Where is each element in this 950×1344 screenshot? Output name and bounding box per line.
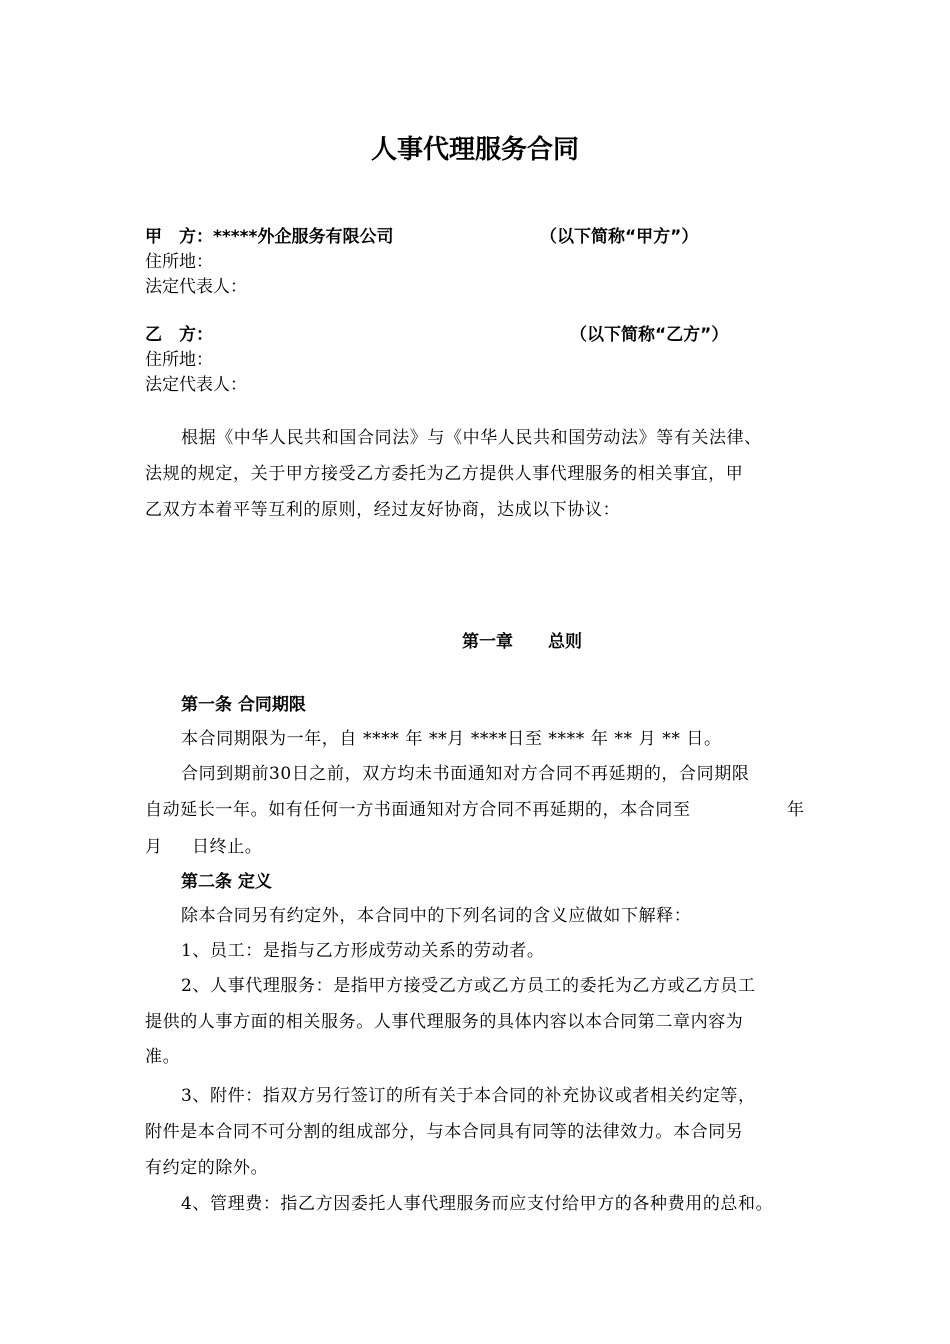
article-line: 1、员工：是指与乙方形成劳动关系的劳动者。 [181,941,545,961]
article-line: 附件是本合同不可分割的组成部分，与本合同具有同等的法律效力。本合同另 [145,1122,744,1142]
preamble-line: 根据《中华人民共和国合同法》与《中华人民共和国劳动法》等有关法律、 [181,428,762,448]
article-heading: 第一条 合同期限 [181,695,306,715]
party-a-representative-label: 法定代表人： [145,277,247,297]
article-line: 除本合同另有约定外，本合同中的下列名词的含义应做如下解释： [181,906,692,926]
party-b-name: 乙 方： [145,325,213,345]
article-line-year: 年 [787,800,805,820]
chapter-number: 第一章 [462,632,513,652]
article-heading: 第二条 定义 [181,872,272,892]
article-line: 本合同期限为一年，自 **** 年 **月 ****日至 **** 年 ** 月 ** 日。 [181,729,722,749]
article-line: 2、人事代理服务：是指甲方接受乙方或乙方员工的委托为乙方或乙方员工 [181,976,756,996]
article-line: 合同到期前30日之前，双方均未书面通知对方合同不再延期的，合同期限 [181,764,750,784]
chapter-title: 总则 [548,632,582,652]
article-line-month: 月 [145,837,163,857]
party-a-alias: （以下简称“甲方”） [540,227,699,247]
preamble-line: 法规的规定，关于甲方接受乙方委托为乙方提供人事代理服务的相关事宜，甲 [145,464,744,484]
article-line: 提供的人事方面的相关服务。人事代理服务的具体内容以本合同第二章内容为 [145,1012,744,1032]
party-b-representative-label: 法定代表人： [145,375,247,395]
article-line: 3、附件：指双方另行签订的所有关于本合同的补充协议或者相关约定等， [181,1086,756,1106]
party-b-address-label: 住所地： [145,350,213,370]
party-a-name: 甲 方：*****外企服务有限公司 [145,227,394,247]
article-line: 4、管理费：指乙方因委托人事代理服务而应支付给甲方的各种费用的总和。 [181,1194,774,1214]
document-title: 人事代理服务合同 [370,135,579,165]
article-line-end: 日终止。 [192,837,263,857]
article-line: 准。 [145,1047,181,1067]
party-b-alias: （以下简称“乙方”） [570,325,729,345]
party-a-address-label: 住所地： [145,252,213,272]
preamble-line: 乙双方本着平等互利的原则，经过友好协商，达成以下协议： [145,500,621,520]
article-line: 自动延长一年。如有任何一方书面通知对方合同不再延期的，本合同至 [145,800,691,820]
article-line: 有约定的除外。 [145,1158,269,1178]
